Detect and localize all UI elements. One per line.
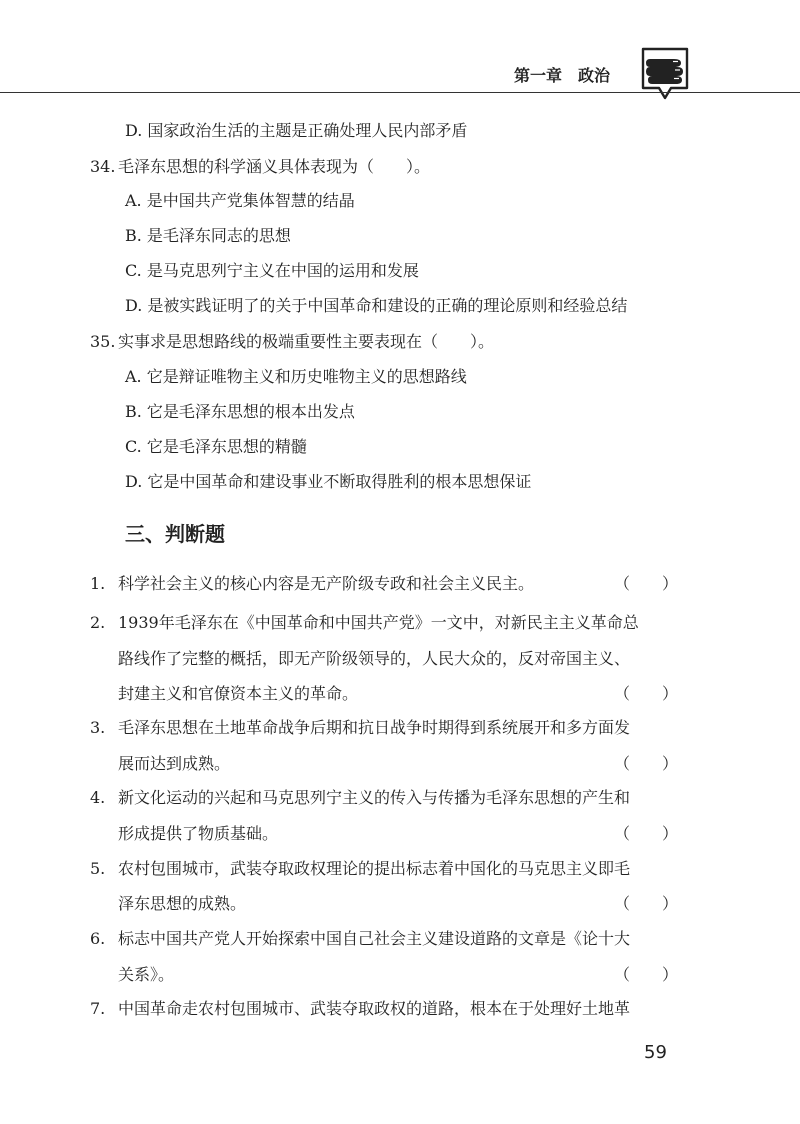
option-34-a: A. 是中国共产党集体智慧的结晶 — [125, 191, 355, 210]
option-33-d: D. 国家政治生活的主题是正确处理人民内部矛盾 — [125, 121, 468, 140]
header-divider — [0, 92, 800, 93]
option-34-c: C. 是马克思列宁主义在中国的运用和发展 — [125, 261, 419, 280]
judgment-5-line-1: 农村包围城市，武装夺取政权理论的提出标志着中国化的马克思主义即毛 — [118, 859, 631, 878]
option-35-d: D. 它是中国革命和建设事业不断取得胜利的根本思想保证 — [125, 472, 532, 491]
question-34-number: 34. — [90, 157, 116, 176]
judgment-3-answer-bracket: （ ） — [614, 754, 679, 773]
judgment-1-number: 1. — [90, 574, 106, 593]
judgment-5-answer-bracket: （ ） — [614, 894, 679, 913]
judgment-4-line-1: 新文化运动的兴起和马克思列宁主义的传入与传播为毛泽东思想的产生和 — [118, 788, 631, 807]
judgment-6-number: 6. — [90, 929, 106, 948]
question-35-stem: 实事求是思想路线的极端重要性主要表现在（ ）。 — [118, 332, 495, 351]
books-icon — [640, 46, 690, 102]
page-number: 59 — [644, 1042, 667, 1063]
option-35-a: A. 它是辩证唯物主义和历史唯物主义的思想路线 — [125, 367, 467, 386]
option-34-b: B. 是毛泽东同志的思想 — [125, 226, 291, 245]
chapter-title: 第一章 政治 — [514, 66, 611, 85]
option-35-c: C. 它是毛泽东思想的精髓 — [125, 437, 307, 456]
judgment-2-number: 2. — [90, 613, 106, 632]
judgment-3-line-2: 展而达到成熟。 — [118, 754, 231, 773]
question-35-number: 35. — [90, 332, 116, 351]
judgment-1-line-1: 科学社会主义的核心内容是无产阶级专政和社会主义民主。 — [118, 574, 535, 593]
judgment-4-number: 4. — [90, 788, 106, 807]
judgment-6-answer-bracket: （ ） — [614, 965, 679, 984]
question-34-stem: 毛泽东思想的科学涵义具体表现为（ ）。 — [118, 157, 431, 176]
judgment-3-line-1: 毛泽东思想在土地革命战争后期和抗日战争时期得到系统展开和多方面发 — [118, 718, 631, 737]
judgment-3-number: 3. — [90, 718, 106, 737]
judgment-4-line-2: 形成提供了物质基础。 — [118, 824, 279, 843]
judgment-5-line-2: 泽东思想的成熟。 — [118, 894, 247, 913]
judgment-2-line-3: 封建主义和官僚资本主义的革命。 — [118, 684, 359, 703]
judgment-2-line-2: 路线作了完整的概括，即无产阶级领导的，人民大众的，反对帝国主义、 — [118, 649, 631, 668]
judgment-5-number: 5. — [90, 859, 106, 878]
judgment-7-line-1: 中国革命走农村包围城市、武装夺取政权的道路，根本在于处理好土地革 — [118, 999, 631, 1018]
judgment-6-line-2: 关系》。 — [118, 965, 175, 984]
judgment-7-number: 7. — [90, 999, 106, 1018]
option-35-b: B. 它是毛泽东思想的根本出发点 — [125, 402, 355, 421]
option-34-d: D. 是被实践证明了的关于中国革命和建设的正确的理论原则和经验总结 — [125, 296, 628, 315]
judgment-2-answer-bracket: （ ） — [614, 684, 679, 703]
section-title: 三、判断题 — [125, 522, 225, 546]
judgment-6-line-1: 标志中国共产党人开始探索中国自己社会主义建设道路的文章是《论十大 — [118, 929, 631, 948]
judgment-2-line-1: 1939年毛泽东在《中国革命和中国共产党》一文中，对新民主主义革命总 — [118, 613, 639, 632]
judgment-4-answer-bracket: （ ） — [614, 824, 679, 843]
judgment-1-answer-bracket: （ ） — [614, 574, 679, 593]
